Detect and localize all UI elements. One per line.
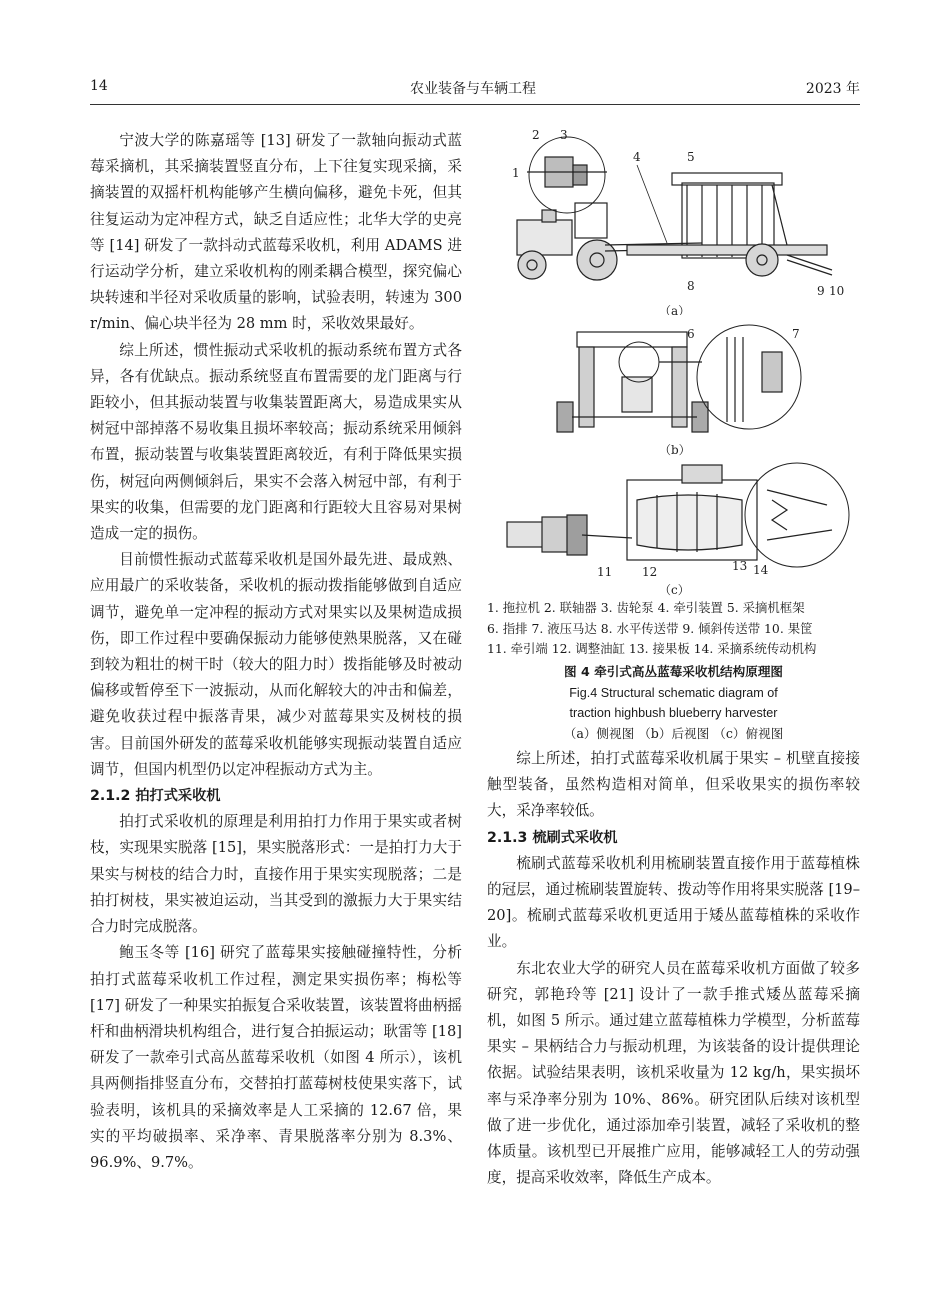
caption-chinese: 图 4 牵引式高丛蓝莓采收机结构原理图	[563, 664, 784, 679]
header-rule	[90, 104, 860, 105]
paragraph: 宁波大学的陈嘉瑶等 [13] 研发了一款轴向振动式蓝莓采摘机，其采摘装置竖直分布，上下往复实现采摘，采摘装置的双摇杆机构能够产生横向偏移，避免卡死，但其往复运动为定冲程方式，缺乏自适应性；北华大学的史亮等 [14] 研发了一款抖动式蓝莓采收机，利用 ADAMS 进行运动学分析，建立采收机构的刚柔耦合模型，探究偏心块转速和半径对采收质量的影响，试验表明，转速为 300 r/min、偏心块半径为 28 mm 时，采收效果最好。	[90, 132, 462, 333]
right-column	[487, 746, 860, 1191]
callout-label: 13	[732, 559, 748, 573]
callout-label: 5	[687, 150, 695, 164]
legend-line: 1. 拖拉机 2. 联轴器 3. 齿轮泵 4. 牵引装置 5. 采摘机框架	[487, 600, 805, 615]
legend-line: 6. 指排 7. 液压马达 8. 水平传送带 9. 倾斜传送带 10. 果筐	[487, 620, 813, 636]
figure-legend	[487, 598, 862, 660]
callout-label: 2	[532, 128, 540, 142]
callout-label: 1	[512, 166, 520, 180]
callout-label: 12	[642, 565, 658, 579]
page-number: 14	[90, 78, 108, 94]
caption-views: （a）侧视图 （b）后视图 （c）俯视图	[563, 725, 784, 741]
subfigure-label: （c）	[659, 583, 690, 597]
callout-label: 10	[829, 284, 845, 298]
callout-label: 6	[687, 327, 695, 341]
left-column	[90, 128, 462, 1176]
paragraph: 综上所述，拍打式蓝莓采收机属于果实 – 机壁直接接触型装备，虽然构造相对简单，但采收果实的损伤率较大，采净率较低。	[487, 750, 860, 820]
figure-4c-top-view	[487, 460, 860, 598]
callout-label: 7	[792, 327, 800, 341]
callout-label: 9	[817, 284, 825, 298]
paragraph: 拍打式采收机的原理是利用拍打力作用于果实或者树枝，实现果实脱落 [15]，果实脱落形式：一是拍打力大于果实与树枝的结合力时，直接作用于果实实现脱落；二是拍打树枝，果实被迫运动，当其受到的激振力大于果实结合力时完成脱落。	[90, 813, 462, 936]
paragraph: 综上所述，惯性振动式采收机的振动系统布置方式各异，各有优缺点。振动系统竖直布置需要的龙门距离与行距较小，但其振动装置与收集装置距离大，易造成果实从树冠中部掉落不易收集且损坏率较高；振动系统采用倾斜布置，振动装置与收集装置距离较近，有利于降低果实损伤，树冠向两侧倾斜后，果实不会落入树冠中部，有利于果实的收集，但需要的龙门距离和行距较大且容易对果树造成一定的损伤。	[90, 341, 462, 543]
paragraph: 东北农业大学的研究人员在蓝莓采收机方面做了较多研究，郭艳玲等 [21] 设计了一款手推式矮丛蓝莓采摘机，如图 5 所示。通过建立蓝莓植株力学模型，分析蓝莓果实 – 果柄结合力与振动机理，为该装备的设计提供理论依据。试验结果表明，该机采收量为 12 kg/h，果实损坏率与采净率分别为 10%、86%。研究团队后续对该机型做了进一步优化，通过添加牵引装置，减轻了采收机的整体质量。该机型已开展推广应用，能够减轻工人的劳动强度，提高采收效率，降低生产成本。	[487, 959, 860, 1187]
caption-english-line2: traction highbush blueberry harvester	[569, 706, 778, 720]
callout-label: 14	[753, 563, 769, 577]
subfigure-label: （b）	[659, 443, 691, 457]
callout-label: 3	[560, 128, 568, 142]
section-heading: 2.1.2 拍打式采收机	[90, 788, 221, 805]
section-heading: 2.1.3 梳刷式采收机	[487, 829, 618, 846]
figure-4a-side-view	[487, 125, 860, 315]
subfigure-label: （a）	[659, 304, 691, 315]
journal-title: 农业装备与车辆工程	[410, 81, 536, 97]
caption-english-line1: Fig.4 Structural schematic diagram of	[569, 685, 778, 700]
journal-year: 2023 年	[805, 81, 860, 97]
callout-label: 11	[597, 565, 613, 579]
figure-4b-rear-view	[487, 322, 860, 457]
page-header	[90, 78, 860, 100]
callout-label: 4	[633, 150, 641, 164]
paragraph: 鲍玉冬等 [16] 研究了蓝莓果实接触碰撞特性，分析拍打式蓝莓采收机工作过程，测定果实损伤率；梅松等 [17] 研发了一种果实拍振复合采收装置，该装置将曲柄摇杆和曲柄滑块机构组合，进行复合拍振运动；耿雷等 [18] 研发了一款牵引式高丛蓝莓采收机（如图 4 所示），该机具两侧指排竖直分布，交替拍打蓝莓树枝使果实落下，试验表明，该机具的采摘效率是人工采摘的 12.67 倍，果实的平均破损率、采净率、青果脱落率分别为 8.3%、96.9%、9.7%。	[90, 944, 462, 1171]
paragraph: 梳刷式蓝莓采收机利用梳刷装置直接作用于蓝莓植株的冠层，通过梳刷装置旋转、拨动等作用将果实脱落 [19–20]。梳刷式蓝莓采收机更适用于矮丛蓝莓植株的采收作业。	[487, 854, 860, 951]
callout-label: 8	[687, 279, 695, 293]
paragraph: 目前惯性振动式蓝莓采收机是国外最先进、最成熟、应用最广的采收装备，采收机的振动拨指能够做到自适应调节，避免单一定冲程的振动方式对果实以及果树造成损伤，即工作过程中要确保振动力能够使熟果脱落，又在碰到较为粗壮的树干时（较大的阻力时）拨指能够及时被动偏移或暂停至下一波振动，从而化解较大的冲击和偏差，避免收获过程中振落青果，减少对蓝莓果实及树枝的损害。目前国外研发的蓝莓采收机能够实现振动装置自适应调节，但国内机型仍以定冲程振动方式为主。	[90, 551, 462, 778]
legend-line: 11. 牵引端 12. 调整油缸 13. 接果板 14. 采摘系统传动机构	[487, 641, 817, 656]
figure-caption	[487, 662, 860, 744]
